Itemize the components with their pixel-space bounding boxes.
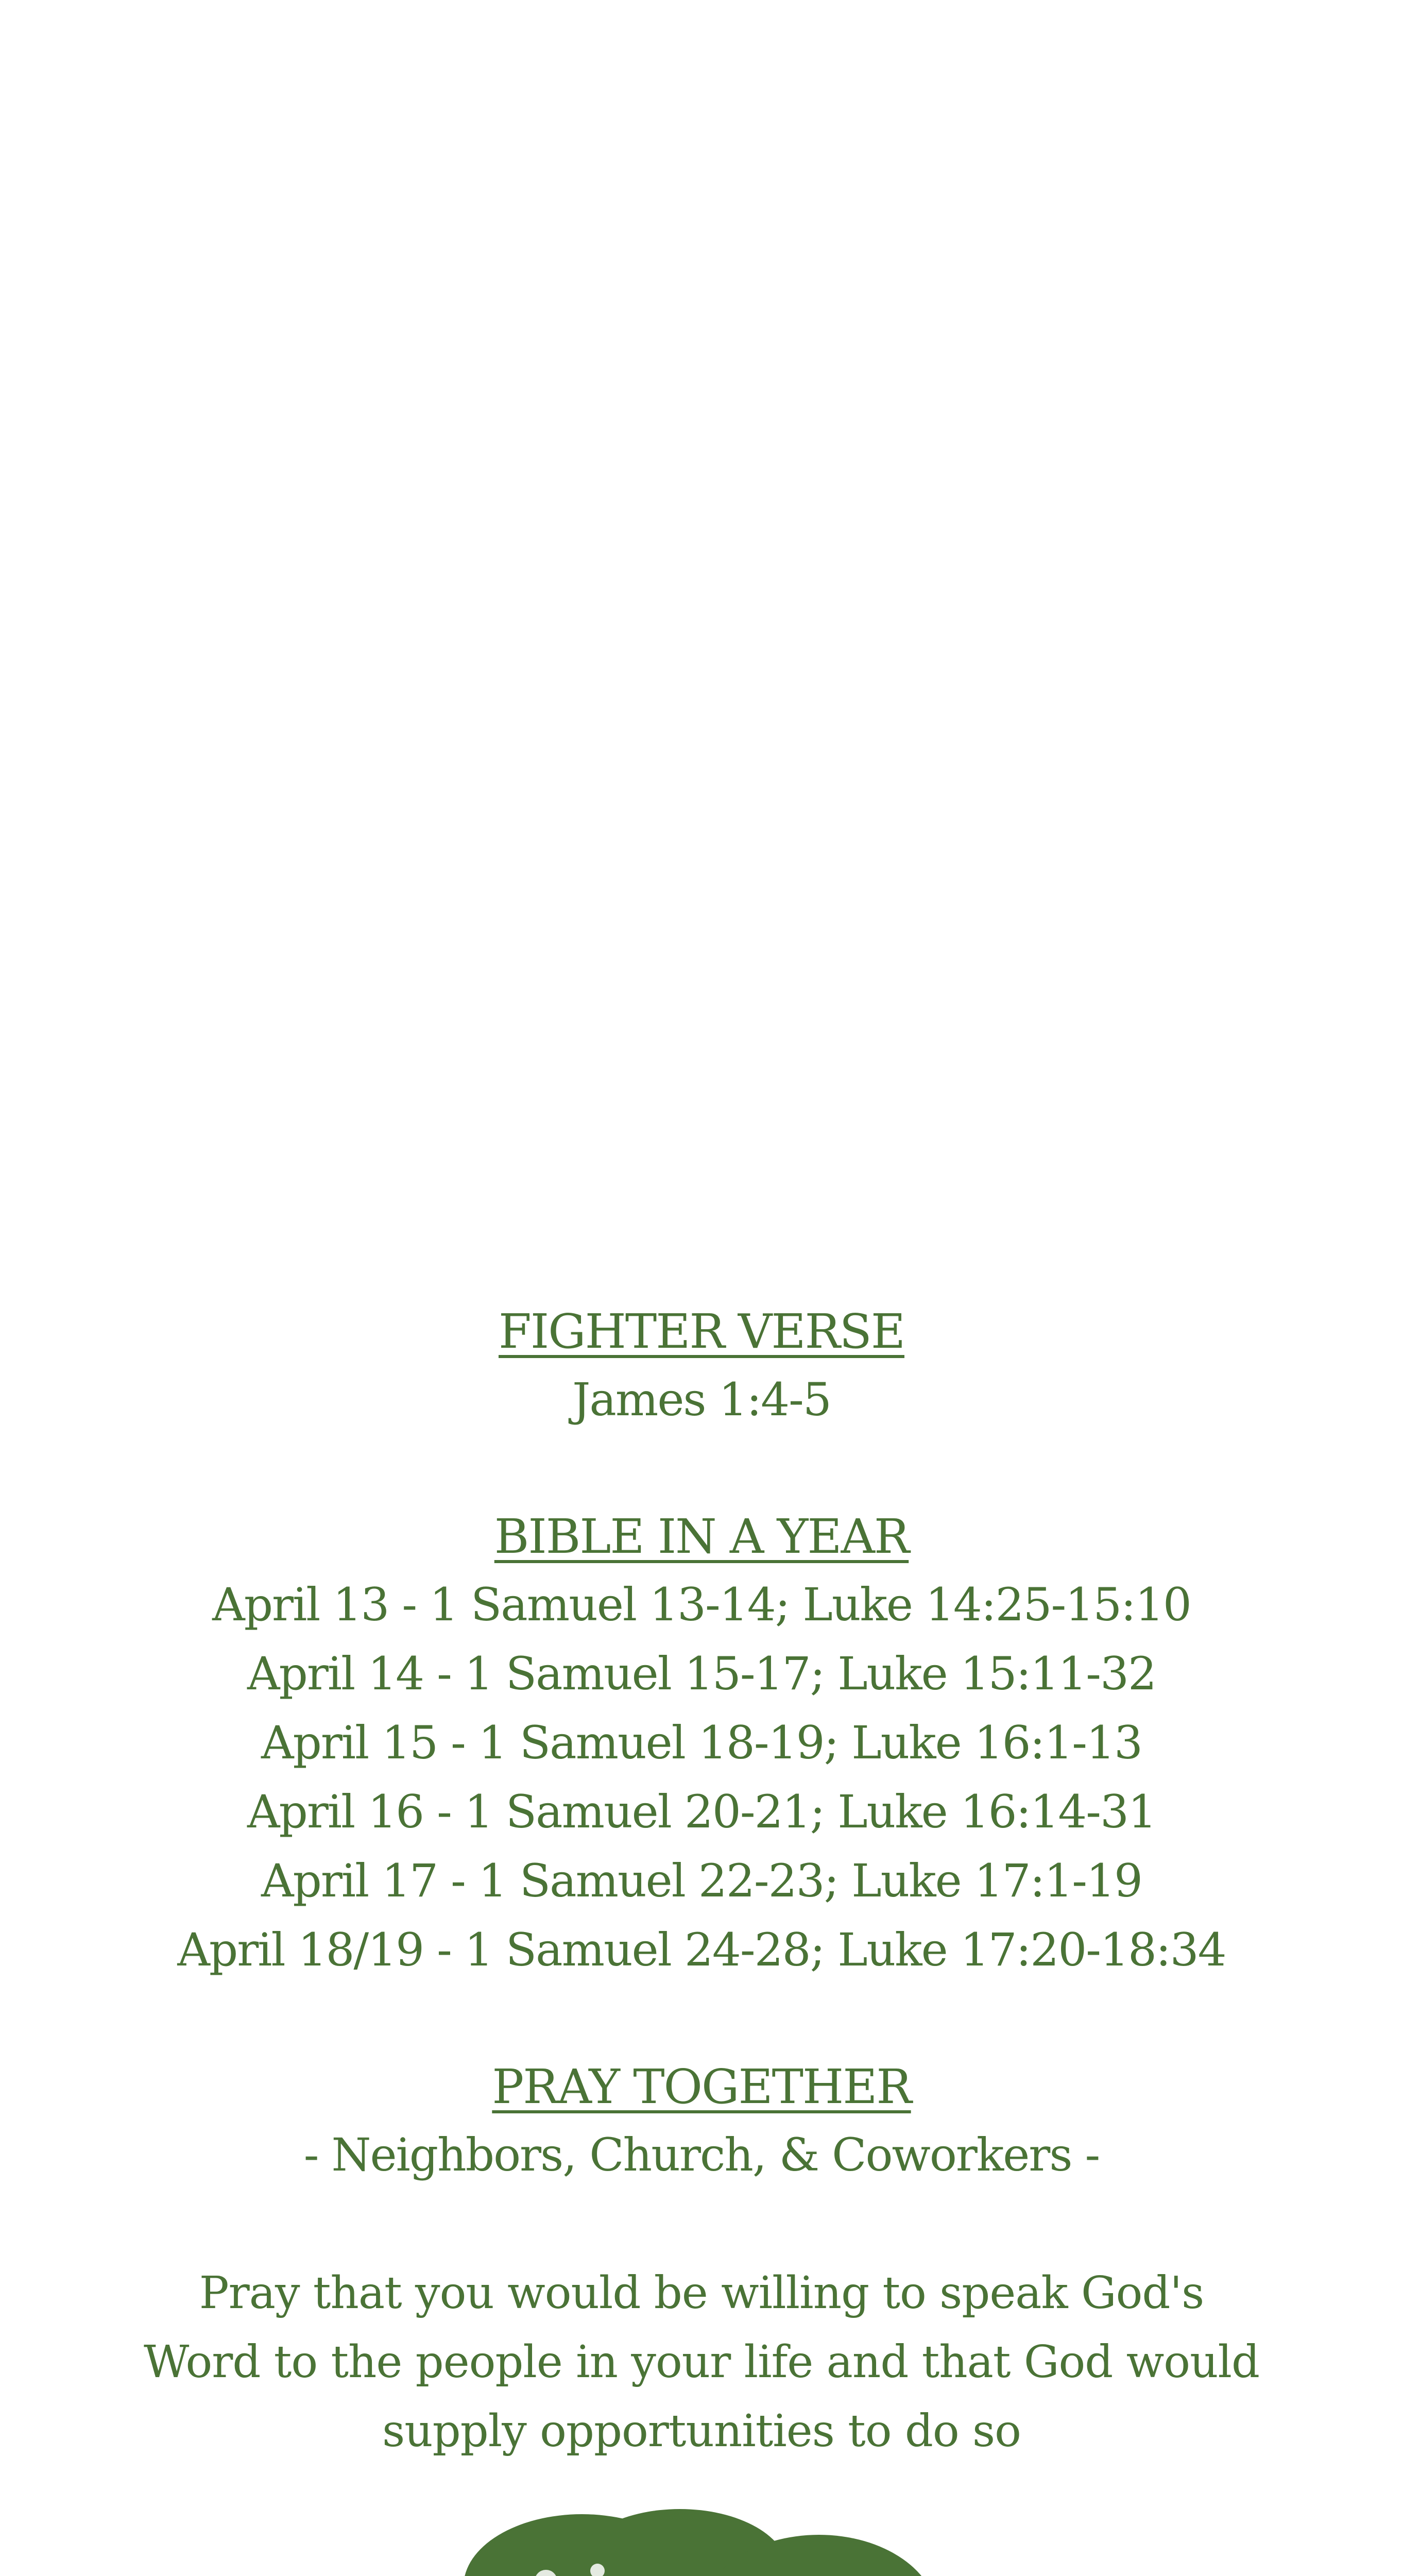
fighter-verse-heading: FIGHTER VERSE — [499, 1304, 904, 1359]
reading-item: April 15 - 1 Samuel 18-19; Luke 16:1-13 — [261, 1716, 1142, 1769]
pray-together-heading: PRAY TOGETHER — [492, 2059, 911, 2114]
section-spacer — [0, 2190, 1403, 2259]
reading-item: April 14 - 1 Samuel 15-17; Luke 15:11-32 — [247, 1647, 1156, 1700]
section-spacer — [0, 1985, 1403, 2054]
oak-tree-icon — [412, 2509, 989, 2576]
prayer-line: Word to the people in your life and that God would — [143, 2336, 1260, 2388]
bible-in-a-year-heading: BIBLE IN A YEAR — [494, 1509, 909, 1564]
bible-in-a-year-section — [0, 1503, 1403, 1985]
fighter-verse-section — [0, 1298, 1403, 1434]
reading-item: April 18/19 - 1 Samuel 24-28; Luke 17:20-18:34 — [177, 1923, 1226, 1976]
bulletin-content — [0, 1298, 1403, 2466]
reading-item: April 17 - 1 Samuel 22-23; Luke 17:1-19 — [261, 1854, 1142, 1907]
fighter-verse-reference: James 1:4-5 — [572, 1373, 831, 1426]
prayer-line: Pray that you would be willing to speak God's — [199, 2267, 1204, 2319]
reading-item: April 16 - 1 Samuel 20-21; Luke 16:14-31 — [247, 1785, 1156, 1838]
prayer-line: supply opportunities to do so — [382, 2405, 1021, 2457]
pray-together-section — [0, 2054, 1403, 2466]
pray-together-subheading: - Neighbors, Church, & Coworkers - — [303, 2128, 1100, 2181]
reading-item: April 13 - 1 Samuel 13-14; Luke 14:25-15:10 — [212, 1578, 1191, 1631]
section-spacer — [0, 1434, 1403, 1503]
